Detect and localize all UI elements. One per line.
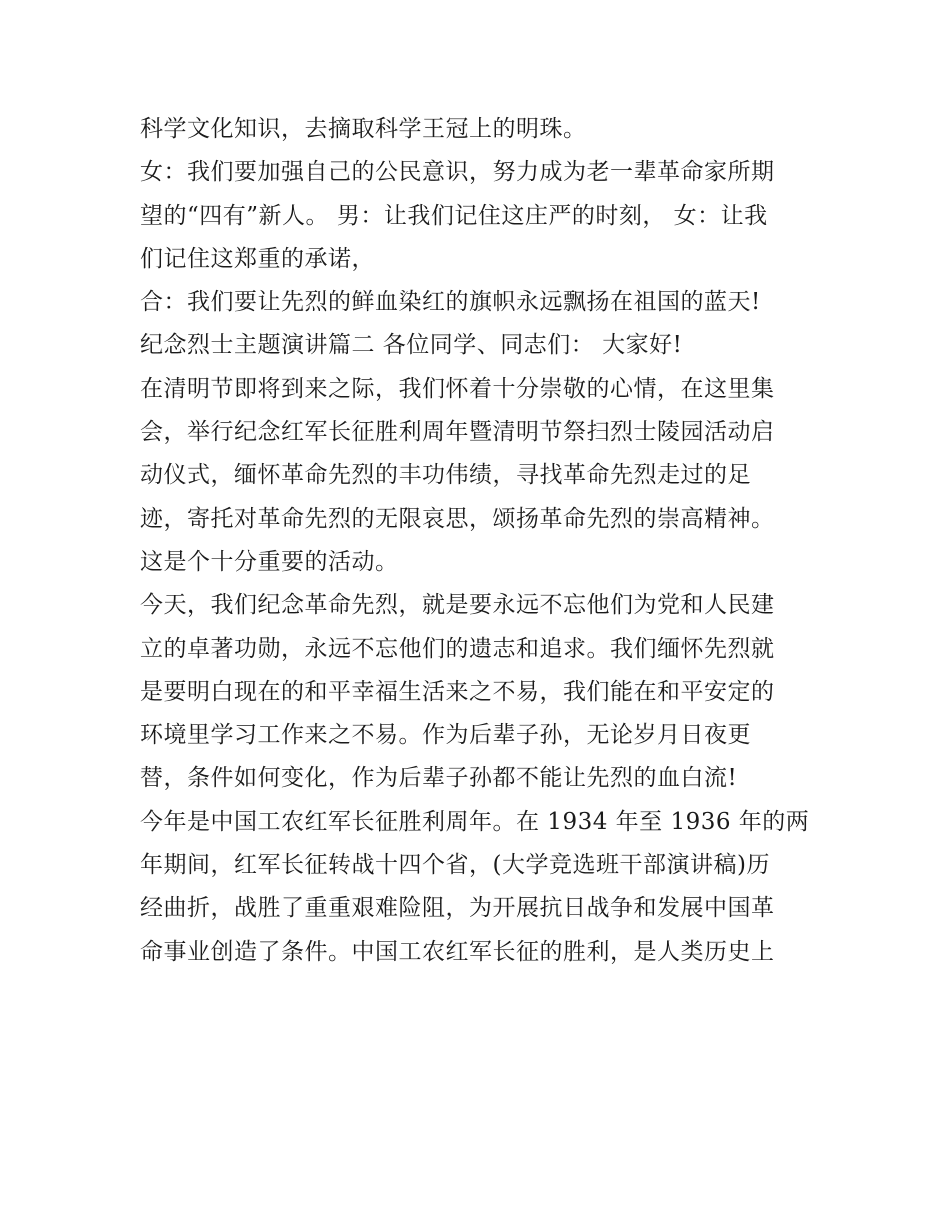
text-line: 环境里学习工作来之不易。作为后辈子孙，无论岁月日夜更 [140, 722, 751, 749]
text-line: 们记住这郑重的承诺， [140, 245, 375, 272]
text-line: 女：我们要加强自己的公民意识，努力成为老一辈革命家所期 [140, 159, 775, 186]
text-line: 纪念烈士主题演讲篇二 各位同学、同志们： 大家好! [140, 332, 683, 359]
text-line: 望的“四有”新人。 男：让我们记住这庄严的时刻， 女：让我 [140, 202, 768, 229]
text-line: 会，举行纪念红军长征胜利周年暨清明节祭扫烈士陵园活动启 [140, 419, 775, 446]
text-line: 合：我们要让先烈的鲜血染红的旗帜永远飘扬在祖国的蓝天! [140, 289, 761, 316]
text-line: 这是个十分重要的活动。 [140, 548, 399, 575]
text-line: 命事业创造了条件。中国工农红军长征的胜利，是人类历史上 [140, 938, 775, 965]
text-line: 动仪式，缅怀革命先烈的丰功伟绩，寻找革命先烈走过的足 [140, 462, 751, 489]
text-line: 替，条件如何变化，作为后辈子孙都不能让先烈的血白流! [140, 765, 738, 792]
document-body [140, 108, 820, 974]
text-line: 是要明白现在的和平幸福生活来之不易，我们能在和平安定的 [140, 678, 775, 705]
text-line: 今年是中国工农红军长征胜利周年。在 1934 年至 1936 年的两 [140, 808, 810, 835]
text-line: 科学文化知识，去摘取科学王冠上的明珠。 [140, 116, 587, 142]
text-line: 年期间，红军长征转战十四个省，(大学竞选班干部演讲稿)历 [140, 852, 770, 879]
text-line: 立的卓著功勋，永远不忘他们的遗志和追求。我们缅怀先烈就 [140, 635, 775, 662]
text-line: 今天，我们纪念革命先烈，就是要永远不忘他们为党和人民建 [140, 592, 775, 619]
text-line: 迹，寄托对革命先烈的无限哀思，颂扬革命先烈的崇高精神。 [140, 505, 775, 532]
text-line: 在清明节即将到来之际，我们怀着十分崇敬的心情，在这里集 [140, 375, 775, 402]
text-line: 经曲折，战胜了重重艰难险阻，为开展抗日战争和发展中国革 [140, 895, 775, 922]
